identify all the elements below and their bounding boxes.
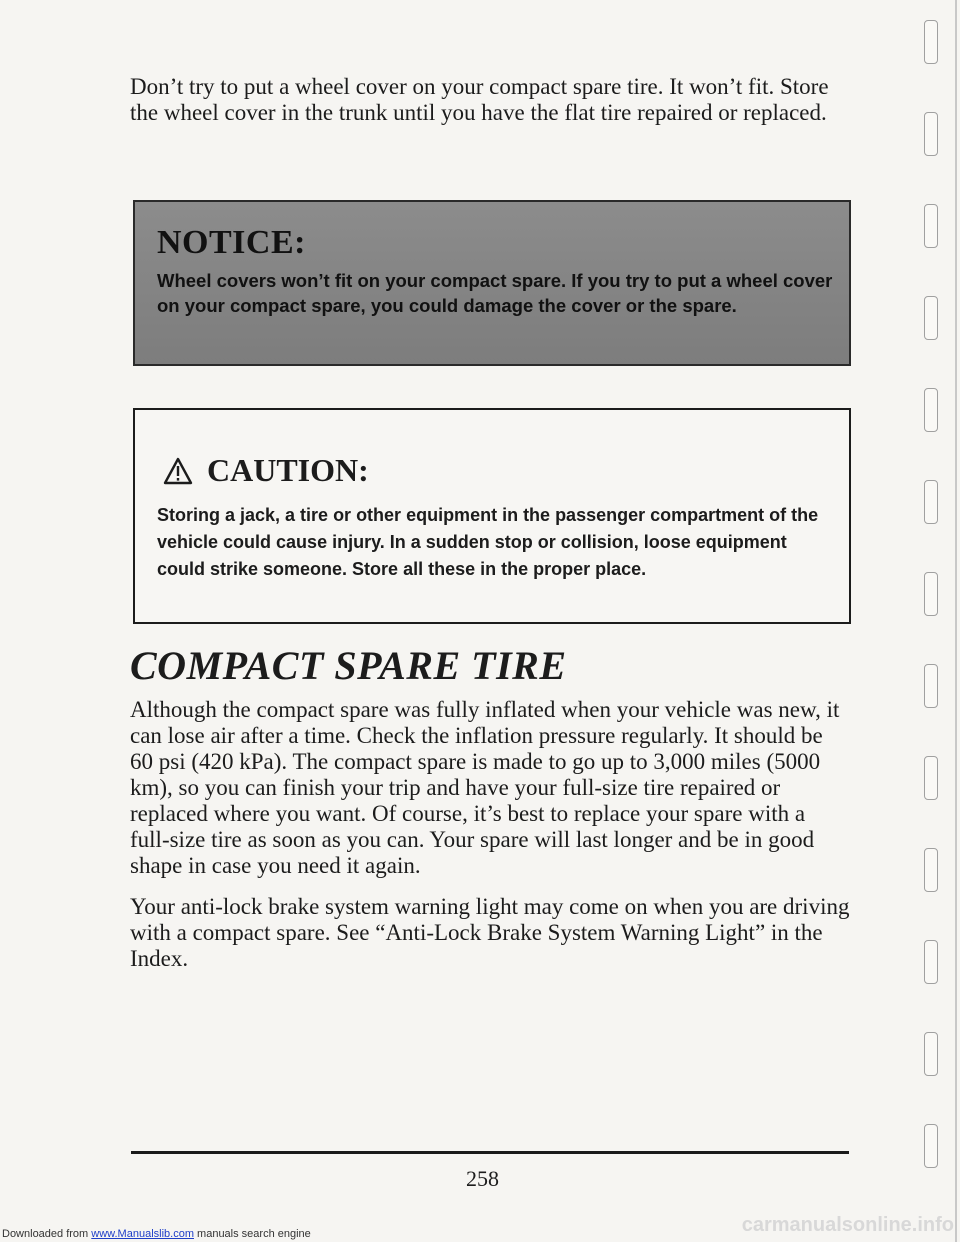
index-tab — [924, 480, 938, 524]
caution-box — [133, 408, 851, 624]
caution-body: Storing a jack, a tire or other equipment in the passenger compartment of the vehicle could cause injury. In a sudden stop or collision, loose equipment could strike someone. Store all these in the proper place. — [157, 505, 819, 579]
notice-title: NOTICE: — [157, 224, 306, 261]
credit-suffix: manuals search engine — [193, 1228, 311, 1240]
index-tab — [924, 664, 938, 708]
index-tab — [924, 388, 938, 432]
section-heading: COMPACT SPARE TIRE — [130, 643, 567, 688]
abs-warning-paragraph: Your anti-lock brake system warning light may come on when you are driving with a compact spare. See “Anti-Lock Brake System Warning Light” in the Index. — [130, 894, 850, 971]
manualslib-link[interactable]: www.Manualslib.com — [91, 1228, 194, 1240]
intro-paragraph: Don’t try to put a wheel cover on your compact spare tire. It won’t fit. Store the wheel cover in the trunk until you have the flat tire repaired or replaced. — [130, 74, 829, 125]
index-tab — [924, 296, 938, 340]
credit-prefix: Downloaded from — [2, 1228, 92, 1240]
index-tab — [924, 1124, 938, 1168]
index-tab — [924, 940, 938, 984]
notice-body: Wheel covers won’t fit on your compact spare. If you try to put a wheel cover on your compact spare, you could damage the cover or the spare. — [157, 270, 833, 316]
warning-triangle-icon — [163, 457, 193, 485]
index-tab — [924, 572, 938, 616]
compact-spare-paragraph: Although the compact spare was fully inflated when your vehicle was new, it can lose air after a time. Check the inflation pressure regularly. It should be 60 psi (420 kPa). The compact spare is made to go up to 3,000 miles (5000 km), so you can finish your trip and have your full-size tire repaired or replaced where you want. Of course, it’s best to replace your spare with a full-size tire as soon as you can. Your spare will last longer and be in good shape in case you need it again. — [130, 697, 840, 878]
watermark: carmanualsonline.info — [741, 1214, 954, 1236]
index-tab — [924, 1032, 938, 1076]
index-tab — [924, 112, 938, 156]
footer-rule — [131, 1151, 849, 1154]
caution-header — [163, 452, 369, 489]
page-edge-line — [955, 0, 957, 1242]
page-number: 258 — [466, 1166, 499, 1191]
download-credit-text — [2, 1228, 311, 1240]
index-tab — [924, 756, 938, 800]
caution-title: CAUTION: — [207, 452, 369, 488]
notice-box — [133, 200, 851, 366]
index-tab — [924, 20, 938, 64]
index-tab — [924, 848, 938, 892]
index-tab — [924, 204, 938, 248]
